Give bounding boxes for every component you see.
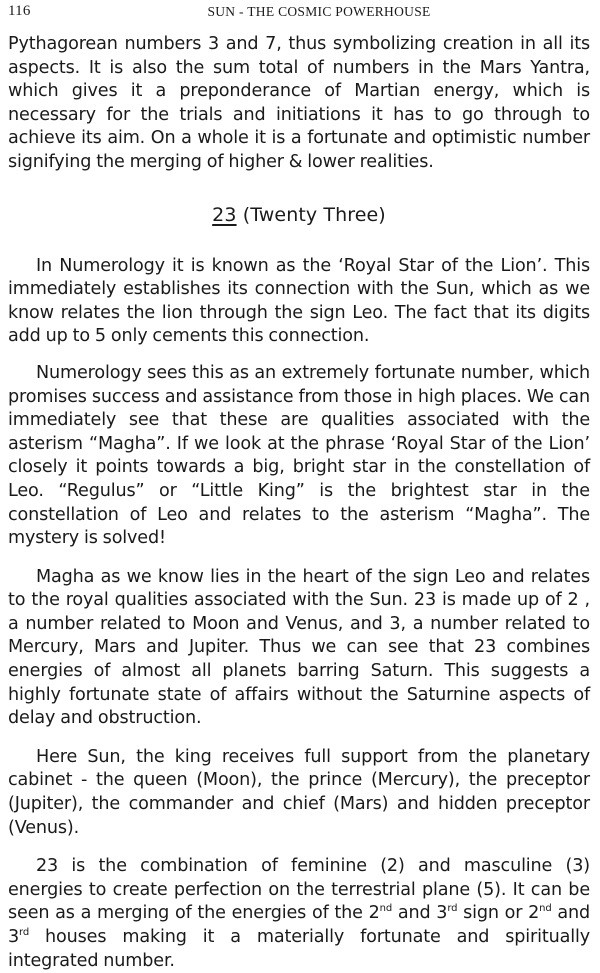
- page-number: 116: [8, 3, 31, 19]
- section-heading: [8, 202, 590, 228]
- paragraph-5: [8, 855, 590, 973]
- paragraph-5-text-3: sign or 2: [457, 903, 540, 924]
- running-header: [8, 3, 590, 23]
- paragraph-5-text-5: houses making it a materially fortunate and spiritually integrated number.: [8, 927, 590, 971]
- book-title: SUN - THE COSMIC POWERHOUSE: [207, 4, 431, 19]
- section-number: 23: [212, 203, 237, 226]
- paragraph-2: Numerology sees this as an extremely fortunate number, which promises success and assistance from those in high places. We can immediately see that these are qualities associated with the asterism “Magha”. If we look at the phrase ‘Royal Star of the Lion’ closely it points towards a big, bright star in the constellation of Leo. “Regulus” or “Little King” is the brightest star in the constellation of Leo and relates to the asterism “Magha”. The mystery is solved!: [8, 362, 590, 549]
- paragraph-continuation: Pythagorean numbers 3 and 7, thus symbolizing creation in all its aspects. It is also the sum total of numbers in the Mars Yantra, which gives it a preponderance of Martian energy, which is necessary for the trials and initiations it has to go through to achieve its aim. On a whole it is a fortunate and optimistic number signifying the merging of higher & lower realities.: [8, 34, 590, 172]
- paragraph-3: Magha as we know lies in the heart of the sign Leo and relates to the royal qualities associated with the Sun. 23 is made up of 2 , a number related to Moon and Venus, and 3, a number related to Mercury, Mars and Jupiter. Thus we can see that 23 combines energies of almost all planets barring Saturn. This suggests a highly fortunate state of affairs without the Saturnine aspects of delay and obstruction.: [8, 566, 590, 729]
- section-title: (Twenty Three): [242, 203, 386, 226]
- paragraph-5-text-1: 23 is the combination of feminine (2) and masculine (3) energies to create perfection on the terrestrial plane (5). It can be seen as a merging of the energies of the 2: [8, 856, 590, 924]
- superscript: rd: [447, 903, 458, 915]
- superscript: rd: [19, 927, 30, 939]
- paragraph-4: Here Sun, the king receives full support from the planetary cabinet - the queen (Moon), the prince (Mercury), the preceptor (Jupiter), the commander and chief (Mars) and hidden preceptor (Venus).: [8, 746, 590, 838]
- superscript: nd: [539, 903, 552, 915]
- paragraph-1: In Numerology it is known as the ‘Royal Star of the Lion’. This immediately establishes its connection with the Sun, which as we know relates the lion through the sign Leo. The fact that its digits add up to 5 only cements this connection.: [8, 255, 590, 347]
- superscript: nd: [379, 903, 393, 915]
- body-text: [8, 33, 590, 973]
- paragraph-5-text-2: and 3: [392, 903, 448, 924]
- paragraph-5-text-4: and 3: [8, 903, 590, 947]
